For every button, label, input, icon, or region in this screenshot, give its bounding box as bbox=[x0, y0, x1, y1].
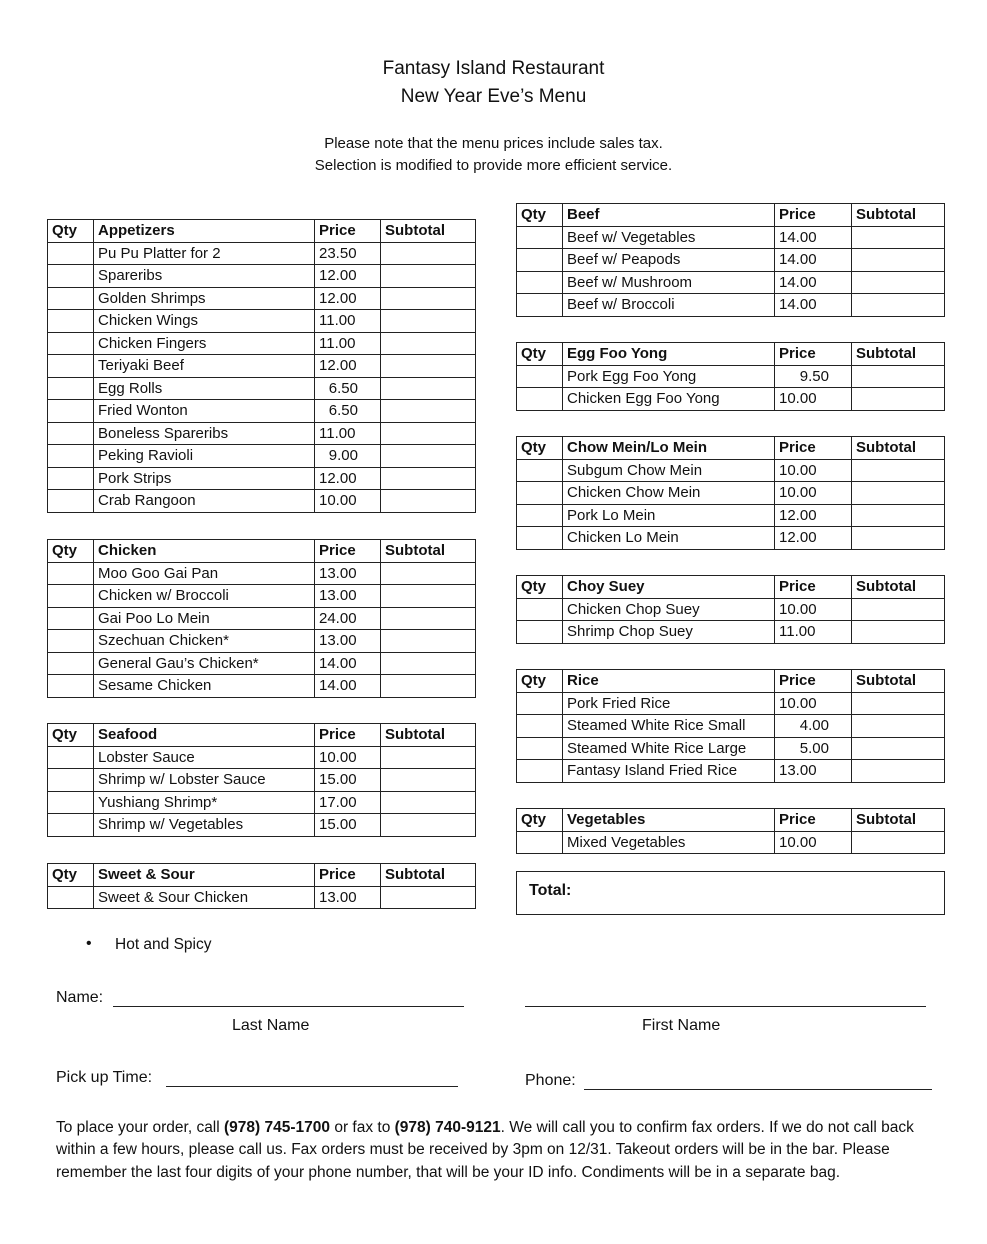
item-price: 10.00 bbox=[775, 388, 852, 411]
subtotal-field[interactable] bbox=[852, 504, 945, 527]
menu-item-row bbox=[48, 445, 476, 468]
subtotal-field[interactable] bbox=[852, 715, 945, 738]
qty-field[interactable] bbox=[517, 459, 563, 482]
subtotal-field[interactable] bbox=[852, 831, 945, 854]
table-header-row bbox=[517, 576, 945, 599]
qty-field[interactable] bbox=[517, 737, 563, 760]
menu-item-row bbox=[48, 400, 476, 423]
item-name: Gai Poo Lo Mein bbox=[94, 607, 315, 630]
qty-header: Qty bbox=[48, 724, 94, 747]
chicken-table bbox=[47, 539, 476, 698]
subtotal-field[interactable] bbox=[381, 562, 476, 585]
rice-table bbox=[516, 669, 945, 783]
menu-item-row bbox=[517, 459, 945, 482]
pickup-time-field[interactable] bbox=[166, 1086, 458, 1087]
subtotal-field[interactable] bbox=[381, 675, 476, 698]
menu-item-row bbox=[517, 504, 945, 527]
subtotal-header: Subtotal bbox=[852, 437, 945, 460]
qty-field[interactable] bbox=[517, 760, 563, 783]
item-name: Pork Fried Rice bbox=[563, 692, 775, 715]
item-name: Pork Lo Mein bbox=[563, 504, 775, 527]
item-name: Beef w/ Peapods bbox=[563, 249, 775, 272]
subtotal-field[interactable] bbox=[381, 265, 476, 288]
subtotal-field[interactable] bbox=[381, 377, 476, 400]
menu-item-row bbox=[48, 585, 476, 608]
subtotal-header: Subtotal bbox=[381, 220, 476, 243]
menu-item-row bbox=[517, 598, 945, 621]
subtotal-field[interactable] bbox=[852, 365, 945, 388]
menu-item-row bbox=[48, 607, 476, 630]
menu-item-row bbox=[48, 467, 476, 490]
menu-item-row bbox=[48, 422, 476, 445]
item-name: Beef w/ Vegetables bbox=[563, 226, 775, 249]
qty-field[interactable] bbox=[48, 769, 94, 792]
menu-item-row bbox=[48, 242, 476, 265]
qty-field[interactable] bbox=[48, 400, 94, 423]
item-price: 10.00 bbox=[775, 459, 852, 482]
subtotal-field[interactable] bbox=[852, 294, 945, 317]
subtotal-field[interactable] bbox=[852, 760, 945, 783]
item-price: 23.50 bbox=[315, 242, 381, 265]
subtotal-field[interactable] bbox=[381, 332, 476, 355]
subtotal-field[interactable] bbox=[381, 490, 476, 513]
order-instructions bbox=[56, 1117, 936, 1184]
choy-suey-table bbox=[516, 575, 945, 644]
item-name: Pork Strips bbox=[94, 467, 315, 490]
table-header-row bbox=[48, 724, 476, 747]
menu-item-row bbox=[517, 365, 945, 388]
item-name: Shrimp w/ Lobster Sauce bbox=[94, 769, 315, 792]
item-name: Egg Rolls bbox=[94, 377, 315, 400]
beef-table bbox=[516, 203, 945, 317]
item-name: Szechuan Chicken* bbox=[94, 630, 315, 653]
item-price: 6.50 bbox=[315, 377, 381, 400]
item-price: 14.00 bbox=[775, 226, 852, 249]
subtotal-field[interactable] bbox=[381, 746, 476, 769]
item-price: 12.00 bbox=[775, 504, 852, 527]
subtotal-field[interactable] bbox=[381, 287, 476, 310]
subtotal-header: Subtotal bbox=[852, 343, 945, 366]
qty-field[interactable] bbox=[48, 242, 94, 265]
menu-item-row bbox=[48, 630, 476, 653]
appetizers-table bbox=[47, 219, 476, 513]
qty-field[interactable] bbox=[48, 562, 94, 585]
item-name: Chicken Wings bbox=[94, 310, 315, 333]
item-price: 13.00 bbox=[775, 760, 852, 783]
item-name: Sesame Chicken bbox=[94, 675, 315, 698]
qty-field[interactable] bbox=[48, 467, 94, 490]
item-price: 10.00 bbox=[315, 746, 381, 769]
item-price: 10.00 bbox=[775, 482, 852, 505]
subtotal-header: Subtotal bbox=[852, 670, 945, 693]
price-header: Price bbox=[775, 204, 852, 227]
item-name: Spareribs bbox=[94, 265, 315, 288]
item-name: Peking Ravioli bbox=[94, 445, 315, 468]
subtotal-field[interactable] bbox=[381, 630, 476, 653]
qty-header: Qty bbox=[517, 437, 563, 460]
item-name: Chicken Fingers bbox=[94, 332, 315, 355]
table-header-row bbox=[48, 864, 476, 887]
item-name: Chicken Egg Foo Yong bbox=[563, 388, 775, 411]
section-title: Beef bbox=[563, 204, 775, 227]
qty-header: Qty bbox=[517, 809, 563, 832]
qty-field[interactable] bbox=[48, 675, 94, 698]
item-price: 9.50 bbox=[775, 365, 852, 388]
table-header-row bbox=[517, 343, 945, 366]
item-price: 6.50 bbox=[315, 400, 381, 423]
table-header-row bbox=[517, 204, 945, 227]
item-price: 10.00 bbox=[775, 692, 852, 715]
item-price: 11.00 bbox=[315, 332, 381, 355]
section-title: Seafood bbox=[94, 724, 315, 747]
item-price: 12.00 bbox=[315, 467, 381, 490]
item-name: Yushiang Shrimp* bbox=[94, 791, 315, 814]
subtotal-field[interactable] bbox=[852, 621, 945, 644]
qty-field[interactable] bbox=[48, 355, 94, 378]
subtotal-field[interactable] bbox=[852, 598, 945, 621]
item-price: 12.00 bbox=[775, 527, 852, 550]
item-price: 13.00 bbox=[315, 886, 381, 909]
item-name: Subgum Chow Mein bbox=[563, 459, 775, 482]
menu-item-row bbox=[48, 675, 476, 698]
menu-item-row bbox=[517, 226, 945, 249]
subtotal-field[interactable] bbox=[381, 422, 476, 445]
menu-item-row bbox=[517, 715, 945, 738]
fax-number: (978) 740-9121 bbox=[394, 1119, 501, 1136]
subtotal-field[interactable] bbox=[381, 814, 476, 837]
price-header: Price bbox=[775, 670, 852, 693]
qty-header: Qty bbox=[48, 220, 94, 243]
item-name: Fried Wonton bbox=[94, 400, 315, 423]
qty-field[interactable] bbox=[48, 630, 94, 653]
item-name: Teriyaki Beef bbox=[94, 355, 315, 378]
table-header-row bbox=[517, 437, 945, 460]
qty-field[interactable] bbox=[48, 490, 94, 513]
total-label: Total: bbox=[529, 882, 572, 899]
item-price: 14.00 bbox=[775, 271, 852, 294]
menu-item-row bbox=[48, 265, 476, 288]
pickup-time-label: Pick up Time: bbox=[56, 1069, 153, 1086]
price-header: Price bbox=[315, 724, 381, 747]
qty-field[interactable] bbox=[517, 504, 563, 527]
item-price: 15.00 bbox=[315, 769, 381, 792]
section-title: Rice bbox=[563, 670, 775, 693]
item-name: Crab Rangoon bbox=[94, 490, 315, 513]
section-title: Sweet & Sour bbox=[94, 864, 315, 887]
instructions-text-2: or fax to bbox=[330, 1119, 395, 1136]
item-price: 14.00 bbox=[775, 294, 852, 317]
menu-item-row bbox=[48, 287, 476, 310]
phone-number: (978) 745-1700 bbox=[224, 1119, 331, 1136]
item-price: 11.00 bbox=[315, 422, 381, 445]
subtotal-field[interactable] bbox=[381, 886, 476, 909]
menu-item-row bbox=[48, 490, 476, 513]
subtotal-field[interactable] bbox=[381, 607, 476, 630]
vegetables-table bbox=[516, 808, 945, 854]
item-price: 14.00 bbox=[315, 675, 381, 698]
qty-field[interactable] bbox=[517, 598, 563, 621]
item-name: Pu Pu Platter for 2 bbox=[94, 242, 315, 265]
menu-item-row bbox=[48, 377, 476, 400]
subtotal-field[interactable] bbox=[381, 310, 476, 333]
qty-header: Qty bbox=[48, 540, 94, 563]
subtotal-field[interactable] bbox=[852, 249, 945, 272]
qty-header: Qty bbox=[517, 343, 563, 366]
restaurant-name: Fantasy Island Restaurant bbox=[382, 58, 605, 79]
menu-item-row bbox=[48, 652, 476, 675]
qty-field[interactable] bbox=[517, 692, 563, 715]
item-name: General Gau’s Chicken* bbox=[94, 652, 315, 675]
last-name-caption: Last Name bbox=[232, 1017, 310, 1034]
instructions-text-3: . We will call you to confirm fax orders. If we do not call back within a few hours, please call us. Fax orders must be received by 3pm on 12/31. Takeout orders will be in the bar. Please remember the last four digits of your phone number, that will be your ID info. Condiments will be in a separate bag. bbox=[56, 1119, 914, 1181]
qty-field[interactable] bbox=[48, 265, 94, 288]
qty-header: Qty bbox=[48, 864, 94, 887]
qty-field[interactable] bbox=[48, 585, 94, 608]
item-price: 4.00 bbox=[775, 715, 852, 738]
item-price: 17.00 bbox=[315, 791, 381, 814]
subtotal-field[interactable] bbox=[852, 737, 945, 760]
item-name: Chicken Chow Mein bbox=[563, 482, 775, 505]
menu-item-row bbox=[48, 746, 476, 769]
item-price: 10.00 bbox=[775, 598, 852, 621]
menu-item-row bbox=[48, 814, 476, 837]
menu-item-row bbox=[517, 692, 945, 715]
qty-field[interactable] bbox=[48, 287, 94, 310]
item-price: 5.00 bbox=[775, 737, 852, 760]
item-name: Sweet & Sour Chicken bbox=[94, 886, 315, 909]
item-price: 14.00 bbox=[315, 652, 381, 675]
item-price: 24.00 bbox=[315, 607, 381, 630]
price-header: Price bbox=[315, 540, 381, 563]
subtotal-field[interactable] bbox=[852, 692, 945, 715]
item-name: Steamed White Rice Small bbox=[563, 715, 775, 738]
qty-field[interactable] bbox=[48, 791, 94, 814]
price-header: Price bbox=[775, 809, 852, 832]
subtotal-field[interactable] bbox=[852, 226, 945, 249]
table-header-row bbox=[48, 540, 476, 563]
item-name: Fantasy Island Fried Rice bbox=[563, 760, 775, 783]
item-name: Golden Shrimps bbox=[94, 287, 315, 310]
subtotal-header: Subtotal bbox=[381, 724, 476, 747]
menu-item-row bbox=[517, 760, 945, 783]
subtotal-field[interactable] bbox=[852, 388, 945, 411]
menu-item-row bbox=[517, 831, 945, 854]
subtotal-header: Subtotal bbox=[381, 540, 476, 563]
item-name: Chicken Lo Mein bbox=[563, 527, 775, 550]
item-price: 13.00 bbox=[315, 585, 381, 608]
qty-header: Qty bbox=[517, 670, 563, 693]
menu-item-row bbox=[517, 737, 945, 760]
egg-foo-yong-table bbox=[516, 342, 945, 411]
menu-title: New Year Eve’s Menu bbox=[400, 86, 587, 107]
last-name-field[interactable] bbox=[113, 1006, 464, 1007]
menu-item-row bbox=[48, 310, 476, 333]
price-header: Price bbox=[775, 437, 852, 460]
qty-field[interactable] bbox=[48, 310, 94, 333]
item-name: Pork Egg Foo Yong bbox=[563, 365, 775, 388]
item-price: 13.00 bbox=[315, 630, 381, 653]
item-price: 14.00 bbox=[775, 249, 852, 272]
subtotal-field[interactable] bbox=[381, 242, 476, 265]
menu-item-row bbox=[48, 791, 476, 814]
item-price: 10.00 bbox=[315, 490, 381, 513]
name-label: Name: bbox=[56, 989, 104, 1006]
subtotal-header: Subtotal bbox=[852, 576, 945, 599]
qty-field[interactable] bbox=[48, 814, 94, 837]
item-price: 11.00 bbox=[315, 310, 381, 333]
price-header: Price bbox=[775, 576, 852, 599]
item-name: Moo Goo Gai Pan bbox=[94, 562, 315, 585]
qty-field[interactable] bbox=[517, 388, 563, 411]
item-name: Shrimp Chop Suey bbox=[563, 621, 775, 644]
subtotal-field[interactable] bbox=[852, 459, 945, 482]
item-price: 9.00 bbox=[315, 445, 381, 468]
section-title: Choy Suey bbox=[563, 576, 775, 599]
item-price: 12.00 bbox=[315, 287, 381, 310]
item-name: Beef w/ Broccoli bbox=[563, 294, 775, 317]
qty-field[interactable] bbox=[517, 831, 563, 854]
item-price: 13.00 bbox=[315, 562, 381, 585]
qty-header: Qty bbox=[517, 576, 563, 599]
qty-field[interactable] bbox=[517, 365, 563, 388]
qty-field[interactable] bbox=[517, 621, 563, 644]
menu-item-row bbox=[517, 482, 945, 505]
qty-field[interactable] bbox=[48, 377, 94, 400]
item-name: Chicken w/ Broccoli bbox=[94, 585, 315, 608]
item-price: 15.00 bbox=[315, 814, 381, 837]
item-price: 12.00 bbox=[315, 265, 381, 288]
menu-item-row bbox=[517, 294, 945, 317]
qty-field[interactable] bbox=[48, 607, 94, 630]
subtotal-field[interactable] bbox=[381, 769, 476, 792]
qty-field[interactable] bbox=[517, 271, 563, 294]
menu-item-row bbox=[48, 886, 476, 909]
qty-field[interactable] bbox=[48, 652, 94, 675]
menu-item-row bbox=[48, 769, 476, 792]
table-header-row bbox=[517, 670, 945, 693]
phone-field[interactable] bbox=[584, 1089, 932, 1090]
menu-item-row bbox=[517, 621, 945, 644]
item-name: Shrimp w/ Vegetables bbox=[94, 814, 315, 837]
qty-field[interactable] bbox=[517, 527, 563, 550]
qty-field[interactable] bbox=[517, 226, 563, 249]
qty-field[interactable] bbox=[48, 332, 94, 355]
item-price: 11.00 bbox=[775, 621, 852, 644]
tax-note: Please note that the menu prices include sales tax. bbox=[324, 135, 663, 152]
item-name: Mixed Vegetables bbox=[563, 831, 775, 854]
qty-header: Qty bbox=[517, 204, 563, 227]
item-name: Beef w/ Mushroom bbox=[563, 271, 775, 294]
subtotal-field[interactable] bbox=[381, 445, 476, 468]
item-name: Lobster Sauce bbox=[94, 746, 315, 769]
instructions-text-1: To place your order, call bbox=[56, 1119, 225, 1136]
menu-item-row bbox=[48, 332, 476, 355]
subtotal-field[interactable] bbox=[381, 467, 476, 490]
subtotal-field[interactable] bbox=[852, 271, 945, 294]
price-header: Price bbox=[315, 220, 381, 243]
table-header-row bbox=[517, 809, 945, 832]
section-title: Chicken bbox=[94, 540, 315, 563]
sweet-sour-table bbox=[47, 863, 476, 909]
price-header: Price bbox=[315, 864, 381, 887]
first-name-caption: First Name bbox=[642, 1017, 721, 1034]
menu-item-row bbox=[517, 388, 945, 411]
subtotal-field[interactable] bbox=[381, 791, 476, 814]
qty-field[interactable] bbox=[48, 746, 94, 769]
menu-item-row bbox=[517, 271, 945, 294]
subtotal-field[interactable] bbox=[381, 585, 476, 608]
qty-field[interactable] bbox=[48, 422, 94, 445]
subtotal-field[interactable] bbox=[381, 652, 476, 675]
section-title: Appetizers bbox=[94, 220, 315, 243]
section-title: Vegetables bbox=[563, 809, 775, 832]
selection-note: Selection is modified to provide more efficient service. bbox=[314, 157, 673, 174]
item-name: Chicken Chop Suey bbox=[563, 598, 775, 621]
subtotal-header: Subtotal bbox=[381, 864, 476, 887]
subtotal-field[interactable] bbox=[852, 482, 945, 505]
section-title: Egg Foo Yong bbox=[563, 343, 775, 366]
menu-item-row bbox=[48, 355, 476, 378]
seafood-table bbox=[47, 723, 476, 837]
bullet-icon: • bbox=[86, 935, 92, 952]
item-price: 12.00 bbox=[315, 355, 381, 378]
qty-field[interactable] bbox=[48, 886, 94, 909]
menu-item-row bbox=[517, 527, 945, 550]
qty-field[interactable] bbox=[517, 715, 563, 738]
item-price: 10.00 bbox=[775, 831, 852, 854]
item-name: Boneless Spareribs bbox=[94, 422, 315, 445]
hot-spicy-note: Hot and Spicy bbox=[115, 936, 212, 953]
total-box[interactable] bbox=[516, 871, 945, 915]
menu-item-row bbox=[48, 562, 476, 585]
price-header: Price bbox=[775, 343, 852, 366]
section-title: Chow Mein/Lo Mein bbox=[563, 437, 775, 460]
chow-mein-table bbox=[516, 436, 945, 550]
subtotal-field[interactable] bbox=[381, 355, 476, 378]
subtotal-header: Subtotal bbox=[852, 809, 945, 832]
qty-field[interactable] bbox=[517, 482, 563, 505]
item-name: Steamed White Rice Large bbox=[563, 737, 775, 760]
qty-field[interactable] bbox=[48, 445, 94, 468]
phone-label: Phone: bbox=[525, 1072, 576, 1089]
menu-item-row bbox=[517, 249, 945, 272]
qty-field[interactable] bbox=[517, 294, 563, 317]
subtotal-header: Subtotal bbox=[852, 204, 945, 227]
subtotal-field[interactable] bbox=[381, 400, 476, 423]
qty-field[interactable] bbox=[517, 249, 563, 272]
table-header-row bbox=[48, 220, 476, 243]
first-name-field[interactable] bbox=[525, 1006, 926, 1007]
subtotal-field[interactable] bbox=[852, 527, 945, 550]
